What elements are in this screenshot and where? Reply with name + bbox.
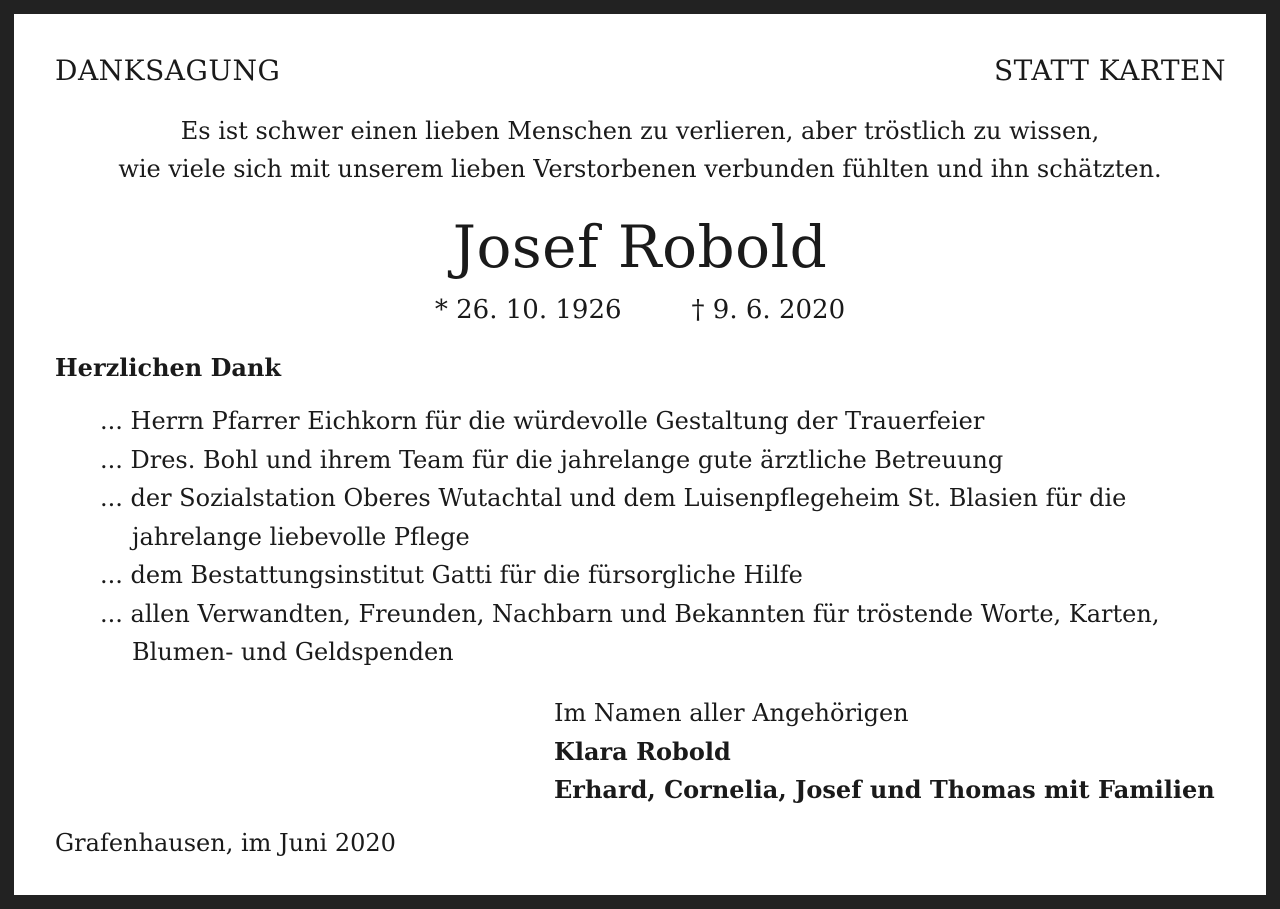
thanks-heading: Herzlichen Dank xyxy=(55,353,282,382)
signature-widow: Klara Robold xyxy=(554,736,731,766)
obituary-notice xyxy=(14,14,1266,895)
signature-intro: Im Namen aller Angehörigen xyxy=(554,699,909,727)
deceased-name: Josef Robold xyxy=(452,213,828,281)
thanks-item-pfarrer: ... Herrn Pfarrer Eichkorn für die würdevolle Gestaltung der Trauerfeier xyxy=(100,407,985,435)
thanks-item-aerzte: ... Dres. Bohl und ihrem Team für die jahrelange gute ärztliche Betreuung xyxy=(100,445,1004,474)
thanks-item-bestattung: ... dem Bestattungsinstitut Gatti für die fürsorgliche Hilfe xyxy=(100,561,803,589)
thanks-item-pflege: ... der Sozialstation Oberes Wutachtal und dem Luisenpflegeheim St. Blasien für die jahrelange liebevolle Pflege xyxy=(100,484,1127,551)
thanks-item-verwandte: ... allen Verwandten, Freunden, Nachbarn und Bekannten für tröstende Worte, Karten, Blumen- und Geldspenden xyxy=(100,599,1160,666)
life-dates xyxy=(14,292,1266,328)
birth-date: * 26. 10. 1926 xyxy=(434,295,622,325)
header-statt-karten: STATT KARTEN xyxy=(994,54,1226,87)
intro-line-2: wie viele sich mit unserem lieben Verstorbenen verbunden fühlten und ihn schätzten. xyxy=(118,155,1162,183)
death-date: † 9. 6. 2020 xyxy=(691,295,846,325)
place-and-date: Grafenhausen, im Juni 2020 xyxy=(55,829,396,857)
signature-family: Erhard, Cornelia, Josef und Thomas mit Familien xyxy=(554,775,1215,804)
header-danksagung: DANKSAGUNG xyxy=(55,54,281,87)
intro-line-1: Es ist schwer einen lieben Menschen zu verlieren, aber tröstlich zu wissen, xyxy=(180,117,1100,145)
thanks-list xyxy=(100,402,1230,672)
signature-block xyxy=(554,694,1215,810)
